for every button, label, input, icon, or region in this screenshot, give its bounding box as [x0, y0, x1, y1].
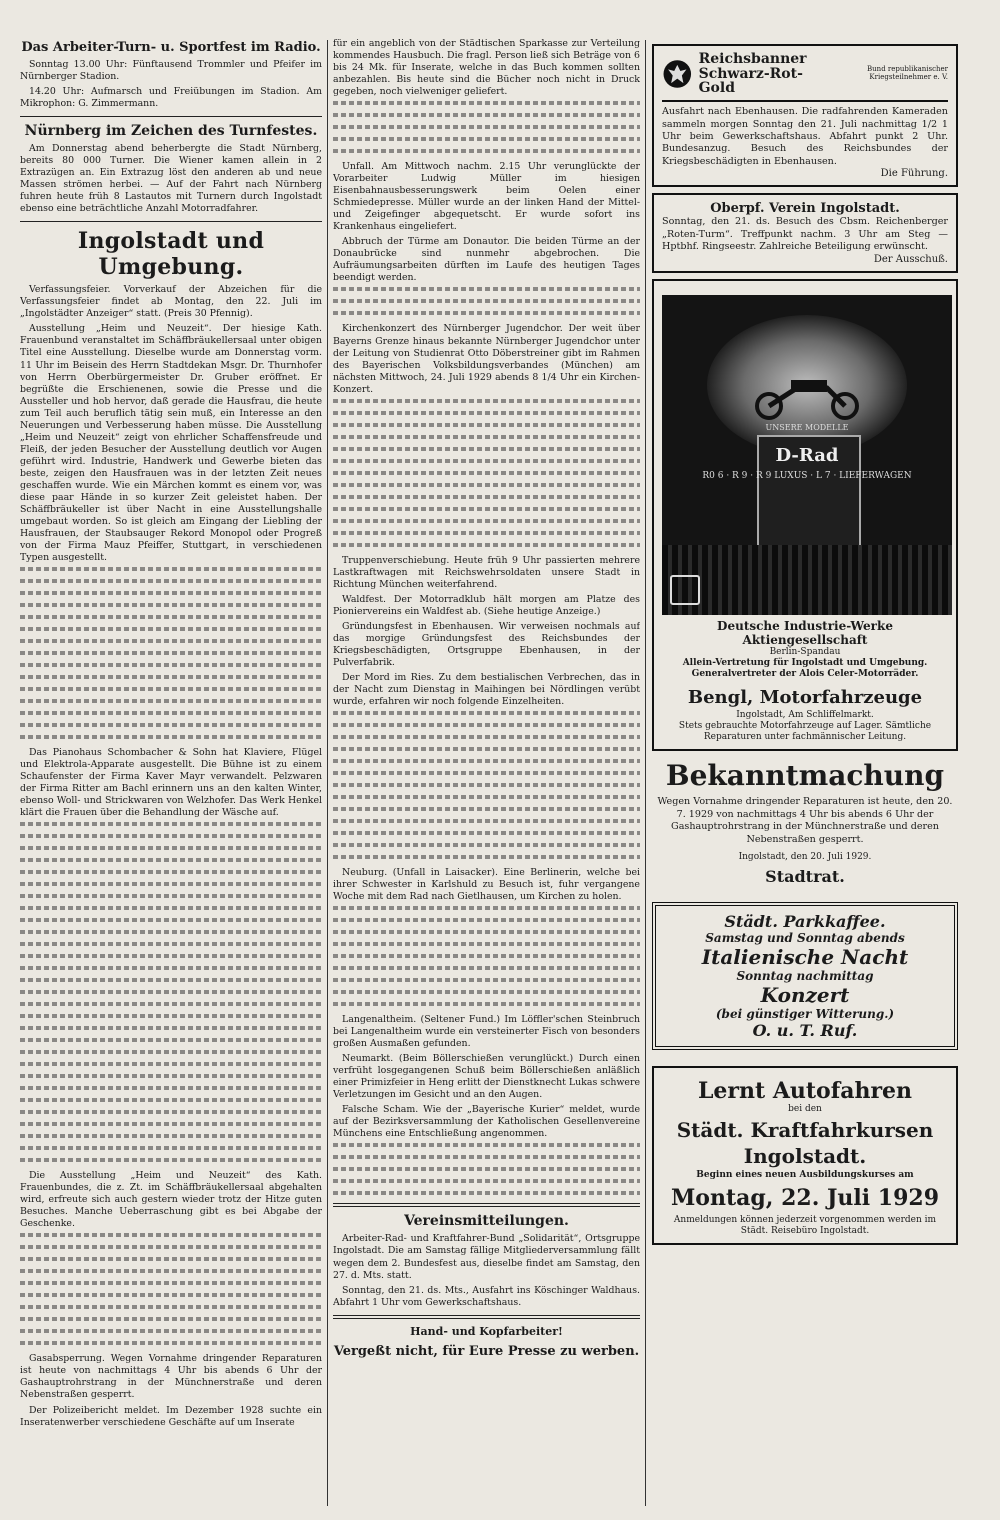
divider [20, 221, 322, 222]
d-rad-company: Deutsche Industrie-Werke Aktiengesellschaft [717, 618, 893, 647]
bengl-address: Ingolstadt, Am Schliffelmarkt. [736, 709, 874, 720]
article-text: für ein angeblich von der Städtischen Sparkasse zur Verteilung kommendes Hausbuch. Die fragl. Person ließ sich Beträge von 6 bis 24 Mk. für Inserate, welche in das Buch kommen sollten anbezahlen. Bis heute sind die Bücher noch nicht in Druck gegeben, noch vielweniger geliefert. [333, 38, 640, 98]
parkkaffee-title: Städt. Parkkaffee. [724, 912, 886, 932]
radio-text: Sonntag 13.00 Uhr: Fünftausend Trommler und Pfeifer im Nürnberger Stadion. [20, 59, 322, 83]
autofahren-bei: bei den [788, 1104, 822, 1115]
article-text: Langenaltheim. (Seltener Fund.) Im Löffler'schen Steinbruch bei Langenaltheim wurde ein versteinerter Fisch von besonders großen Ausmaßen gefunden. [333, 1014, 640, 1050]
parkkaffee-owner: O. u. T. Ruf. [752, 1021, 858, 1041]
d-logo-icon [670, 575, 700, 605]
divider [333, 1203, 640, 1207]
bengl-name: Bengl, Motorfahrzeuge [687, 686, 923, 708]
parkkaffee-line: Sonntag nachmittag [736, 969, 874, 984]
article-text: Waldfest. Der Motorradklub hält morgen am Platze des Pioniervereins ein Waldfest ab. (Siehe heutige Anzeige.) [333, 593, 640, 617]
article-text-block [333, 906, 640, 1006]
column-left [20, 38, 322, 1506]
autofahren-title: Lernt Autofahren [697, 1078, 913, 1105]
parkkaffee-event: Italienische Nacht [701, 945, 909, 970]
eagle-emblem-icon [662, 55, 693, 93]
poster-model-list: R0 6 · R 9 · R 9 LUXUS · L 7 · LIEFERWAGEN [702, 470, 912, 481]
autofahren-advertisement [652, 1066, 958, 1245]
article-text: Kirchenkonzert des Nürnberger Jugendchor. Der weit über Bayerns Grenze hinaus bekannte Nürnberger Jugendchor unter der Leitung von Studienrat Otto Döberstreiner gibt im Rahmen des Bayerischen Volksbildungsverbandes (München) am nächsten Mittwoch, 24. Juli 1929 abends 8 1/4 Uhr ein Kirchen-Konzert. [333, 323, 640, 395]
bekanntmachung-signature: Stadtrat. [765, 867, 845, 887]
column-divider [645, 40, 646, 1506]
poster-crowd [662, 545, 952, 615]
article-text: Der Mord im Ries. Zu dem bestialischen Verbrechen, das in der Nacht zum Dienstag in Maihingen bei Nördlingen verübt wurde, erfahren wir noch folgende Einzelheiten. [333, 671, 640, 707]
d-rad-advertisement [652, 279, 958, 752]
article-text: Unfall. Am Mittwoch nachm. 2.15 Uhr verunglückte der Vorarbeiter Ludwig Müller im hiesigen Eisenbahnausbesserungswerk beim Oelen einer Schmiedepresse. Müller wurde an der linken Hand der Mittel- und Zeigefinger abgequetscht. Er wurde sofort ins Krankenhaus eingeliefert. [333, 161, 640, 233]
motorcycle-icon [747, 370, 867, 420]
article-text-block [20, 1233, 322, 1345]
bengl-services: Stets gebrauchte Motorfahrzeuge auf Lager. Sämtliche Reparaturen unter fachmännischer Leitung. [678, 720, 932, 743]
article-text-block [333, 101, 640, 153]
article-text: Abbruch der Türme am Donautor. Die beiden Türme an der Donaubrücke sind nunmehr abgebrochen. Die Aufräumungsarbeiten dürften im Laufe des heutigen Tages beendigt werden. [333, 236, 640, 284]
article-text: Neuburg. (Unfall in Laisacker). Eine Berlinerin, welche bei ihrer Schwester in Karlshuld zu Besuch ist, fuhr vergangene Woche mit dem Rad nach Gietlhausen, um Kirchen zu holen. [333, 867, 640, 903]
article-text: Der Polizeibericht meldet. Im Dezember 1928 suchte ein Inseratenwerber verschiedene Geschäfte auf um Inserate [20, 1404, 322, 1428]
article-text: Das Pianohaus Schombacher & Sohn hat Klaviere, Flügel und Elektrola-Apparate ausgestellt. Die Bühne ist zu einem Schaufenster der Firma Kaver Mayr verwandelt. Pelzwaren der Firma Ritter am Bachl erinnern uns an den kalten Winter, ebenso Woll- und Strickwaren von Welzhofer. Das Werk Henkel klärt die Frauen über die Behandlung der Wäsche auf. [20, 747, 322, 819]
parkkaffee-line: Samstag und Sonntag abends [705, 931, 905, 946]
autofahren-course-line: Beginn eines neuen Ausbildungskurses am [696, 1169, 914, 1180]
turnfest-text: Am Donnerstag abend beherbergte die Stadt Nürnberg, bereits 80 000 Turner. Die Wiener kamen allein in 2 Extrazügen an. Ein Extrazug löst den anderen ab und neue Massen strömen herbei. — Auf der Fahrt nach Nürnberg fuhren heute früh 8 Lastautos mit Turnern durch Ingolstadt ebenso eine beträchtliche Anzahl Motorradfahrer. [20, 143, 322, 215]
bekanntmachung-notice [652, 759, 958, 886]
reichsbanner-text: Ausfahrt nach Ebenhausen. Die radfahrenden Kameraden sammeln morgen Sonntag den 21. Juli nachmittag 1/2 1 Uhr beim Gewerkschaftshaus. Abfahrt punkt 2 Uhr. Bundesanzug. Besuch des Reichsbundes der Kriegsbeschädigten in Ebenhausen. [662, 106, 948, 167]
reichsbanner-notice [652, 44, 958, 187]
column-divider [327, 40, 328, 1506]
club-notice: Arbeiter-Rad- und Kraftfahrer-Bund „Solidarität“, Ortsgruppe Ingolstadt. Die am Samstag fällige Mitgliederversammlung fällt wegen dem 2. Bundesfest aus, dieselbe findet am Samstag, den 27. d. Mts. statt. [333, 1233, 640, 1281]
radio-text: 14.20 Uhr: Aufmarsch und Freiübungen im Stadion. Am Mikrophon: G. Zimmermann. [20, 86, 322, 110]
bekanntmachung-title: Bekanntmachung [665, 759, 945, 793]
poster-models-label: UNSERE MODELLE [765, 422, 849, 432]
parkkaffee-advertisement [652, 902, 958, 1050]
autofahren-registration: Anmeldungen können jederzeit vorgenommen werden im Städt. Reisebüro Ingolstadt. [673, 1214, 937, 1237]
reichsbanner-signature: Die Führung. [880, 168, 948, 180]
parkkaffee-weather-note: (bei günstiger Witterung.) [715, 1007, 895, 1022]
poster-brand: D-Rad [775, 444, 839, 466]
press-appeal-line1: Hand- und Kopfarbeiter! [410, 1324, 563, 1338]
article-text: Falsche Scham. Wie der „Bayerische Kurier“ meldet, wurde auf der Bezirksversammlung der Katholischen Gesellenvereine Münchens eine Entschließung angenommen. [333, 1104, 640, 1140]
press-appeal-line2: Vergeßt nicht, für Eure Presse zu werben. [333, 1343, 640, 1359]
oberpfalz-verein-notice [652, 193, 958, 272]
vereinsmitteilungen-headline: Vereinsmitteilungen. [404, 1213, 569, 1230]
club-notice: Sonntag, den 21. ds. Mts., Ausfahrt ins Köschinger Waldhaus. Abfahrt 1 Uhr vom Gewerkschaftshaus. [333, 1284, 640, 1308]
article-text: Neumarkt. (Beim Böllerschießen verunglückt.) Durch einen verfrüht losgegangenen Schuß beim Böllerschießen anläßlich einer Primizfeier in Heng erlitt der Dienstknecht Lukas schwere Verletzungen im Gesicht und an den Augen. [333, 1053, 640, 1101]
reichsbanner-subtitle: Schwarz-Rot-Gold [698, 65, 803, 97]
turnfest-headline: Nürnberg im Zeichen des Turnfestes. [24, 123, 318, 140]
oberpfalz-verein-signature: Der Ausschuß. [873, 253, 948, 265]
d-rad-agency: Allein-Vertretung für Ingolstadt und Umgebung. Generalvertreter der Alois Celer-Motorräder. [682, 658, 928, 680]
article-text-block [333, 399, 640, 547]
reichsbanner-association: Bund republikanischer Kriegsteilnehmer e. V. [867, 65, 949, 82]
column-right [652, 38, 958, 1506]
article-text: Die Ausstellung „Heim und Neuzeit“ des Kath. Frauenbundes, die z. Zt. im Schäffbräukellersaal abgehalten wird, erfreute sich auch gestern wieder trotz der Hitze guten Besuches. Manche Ueberraschung gibt es bei Abgabe der Geschenke. [20, 1170, 322, 1230]
article-text-block [333, 1143, 640, 1195]
article-text-block [333, 711, 640, 859]
autofahren-date: Montag, 22. Juli 1929 [670, 1184, 940, 1211]
divider [20, 116, 322, 117]
article-text: Truppenverschiebung. Heute früh 9 Uhr passierten mehrere Lastkraftwagen mit Reichswehrsoldaten unsere Stadt in Richtung München weiterfahrend. [333, 554, 640, 590]
divider [333, 1315, 640, 1319]
article-text-block [333, 287, 640, 315]
reichsbanner-title: Reichsbanner [698, 51, 807, 67]
bekanntmachung-text: Wegen Vornahme dringender Reparaturen ist heute, den 20. 7. 1929 von nachmittags 4 Uhr bis abends 6 Uhr der Gashauptrohrstrang in der Münchnerstraße und deren Nebenstraßen gesperrt. [657, 796, 953, 845]
reichsbanner-header [662, 52, 948, 102]
reichsbanner-title-block [699, 52, 812, 96]
parkkaffee-concert: Konzert [760, 983, 850, 1008]
d-rad-city: Berlin-Spandau [769, 646, 841, 657]
autofahren-city: Ingolstadt. [743, 1143, 867, 1168]
article-text-block [20, 567, 322, 739]
autofahren-school: Städt. Kraftfahrkursen [676, 1117, 934, 1142]
article-text: Gründungsfest in Ebenhausen. Wir verweisen nochmals auf das morgige Gründungsfest des Reichsbundes der Kriegsbeschädigten, Ortsgruppe Ebenhausen, in der Pulverfabrik. [333, 620, 640, 668]
article-text: Gasabsperrung. Wegen Vornahme dringender Reparaturen ist heute von nachmittags 4 Uhr bis abends 6 Uhr der Gashauptrohrstrang in der Münchnerstraße und deren Nebenstraßen gesperrt. [20, 1353, 322, 1401]
oberpfalz-verein-text: Sonntag, den 21. ds. Besuch des Cbsm. Reichenberger „Roten-Turm“. Treffpunkt nachm. 3 Uhr am Steg — Hptbhf. Ringseestr. Zahlreiche Beteiligung erwünscht. [662, 216, 948, 253]
article-text: Verfassungsfeier. Vorverkauf der Abzeichen für die Verfassungsfeier findet ab Montag, den 22. Juli im „Ingolstädter Anzeiger“ statt. (Preis 30 Pfennig). [20, 284, 322, 320]
section-headline: Ingolstadt und Umgebung. [77, 228, 265, 281]
article-text-block [20, 822, 322, 1162]
column-middle [333, 38, 640, 1506]
article-text: Ausstellung „Heim und Neuzeit“. Der hiesige Kath. Frauenbund veranstaltet im Schäffbräukellersaal unter obigen Titel eine Ausstellung. Dieselbe wurde am Donnerstag vorm. 11 Uhr im Beisein des Herrn Stadtdekan Msgr. Dr. Thurnhofer von Herrn Oberbürgermeister Dr. Gruber eröffnet. Er begrüßte die Erschienenen, sowie die Presse und die Aussteller und hob hervor, daß gerade die Hausfrau, die heute zum Teil auch beruflich tätig sein muß, ein Interesse an den Neuerungen und Verbesserung haben müsse. Die Ausstellung „Heim und Neuzeit“ zeigt von ehrlicher Schaffensfreude und Fleiß, der jeden Besucher der Ausstellung deutlich vor Augen geführt wird. Industrie, Handwerk und Gewerbe bieten das beste, zeigen den Hausfrauen was in der letzten Zeit neues geschaffen wurde. Wie ein Märchen kommt es einem vor, was diese paar Hände in so kurzer Zeit geleistet haben. Der Schäffbräukeller ist über Nacht in eine Ausstellungshalle umgebaut worden. So ist gleich am Eingang der Liebling der Hausfrauen, der Staubsauger Rekord Monopol oder Progreß von der Firma Mauz Pfeiffer, Stuttgart, in verschiedenen Typen ausgestellt. [20, 323, 322, 563]
bekanntmachung-date: Ingolstadt, den 20. Juli 1929. [738, 852, 872, 863]
oberpfalz-verein-title: Oberpf. Verein Ingolstadt. [710, 201, 900, 217]
radio-headline: Das Arbeiter-Turn- u. Sportfest im Radio. [21, 40, 321, 55]
d-rad-poster-image [662, 295, 952, 615]
